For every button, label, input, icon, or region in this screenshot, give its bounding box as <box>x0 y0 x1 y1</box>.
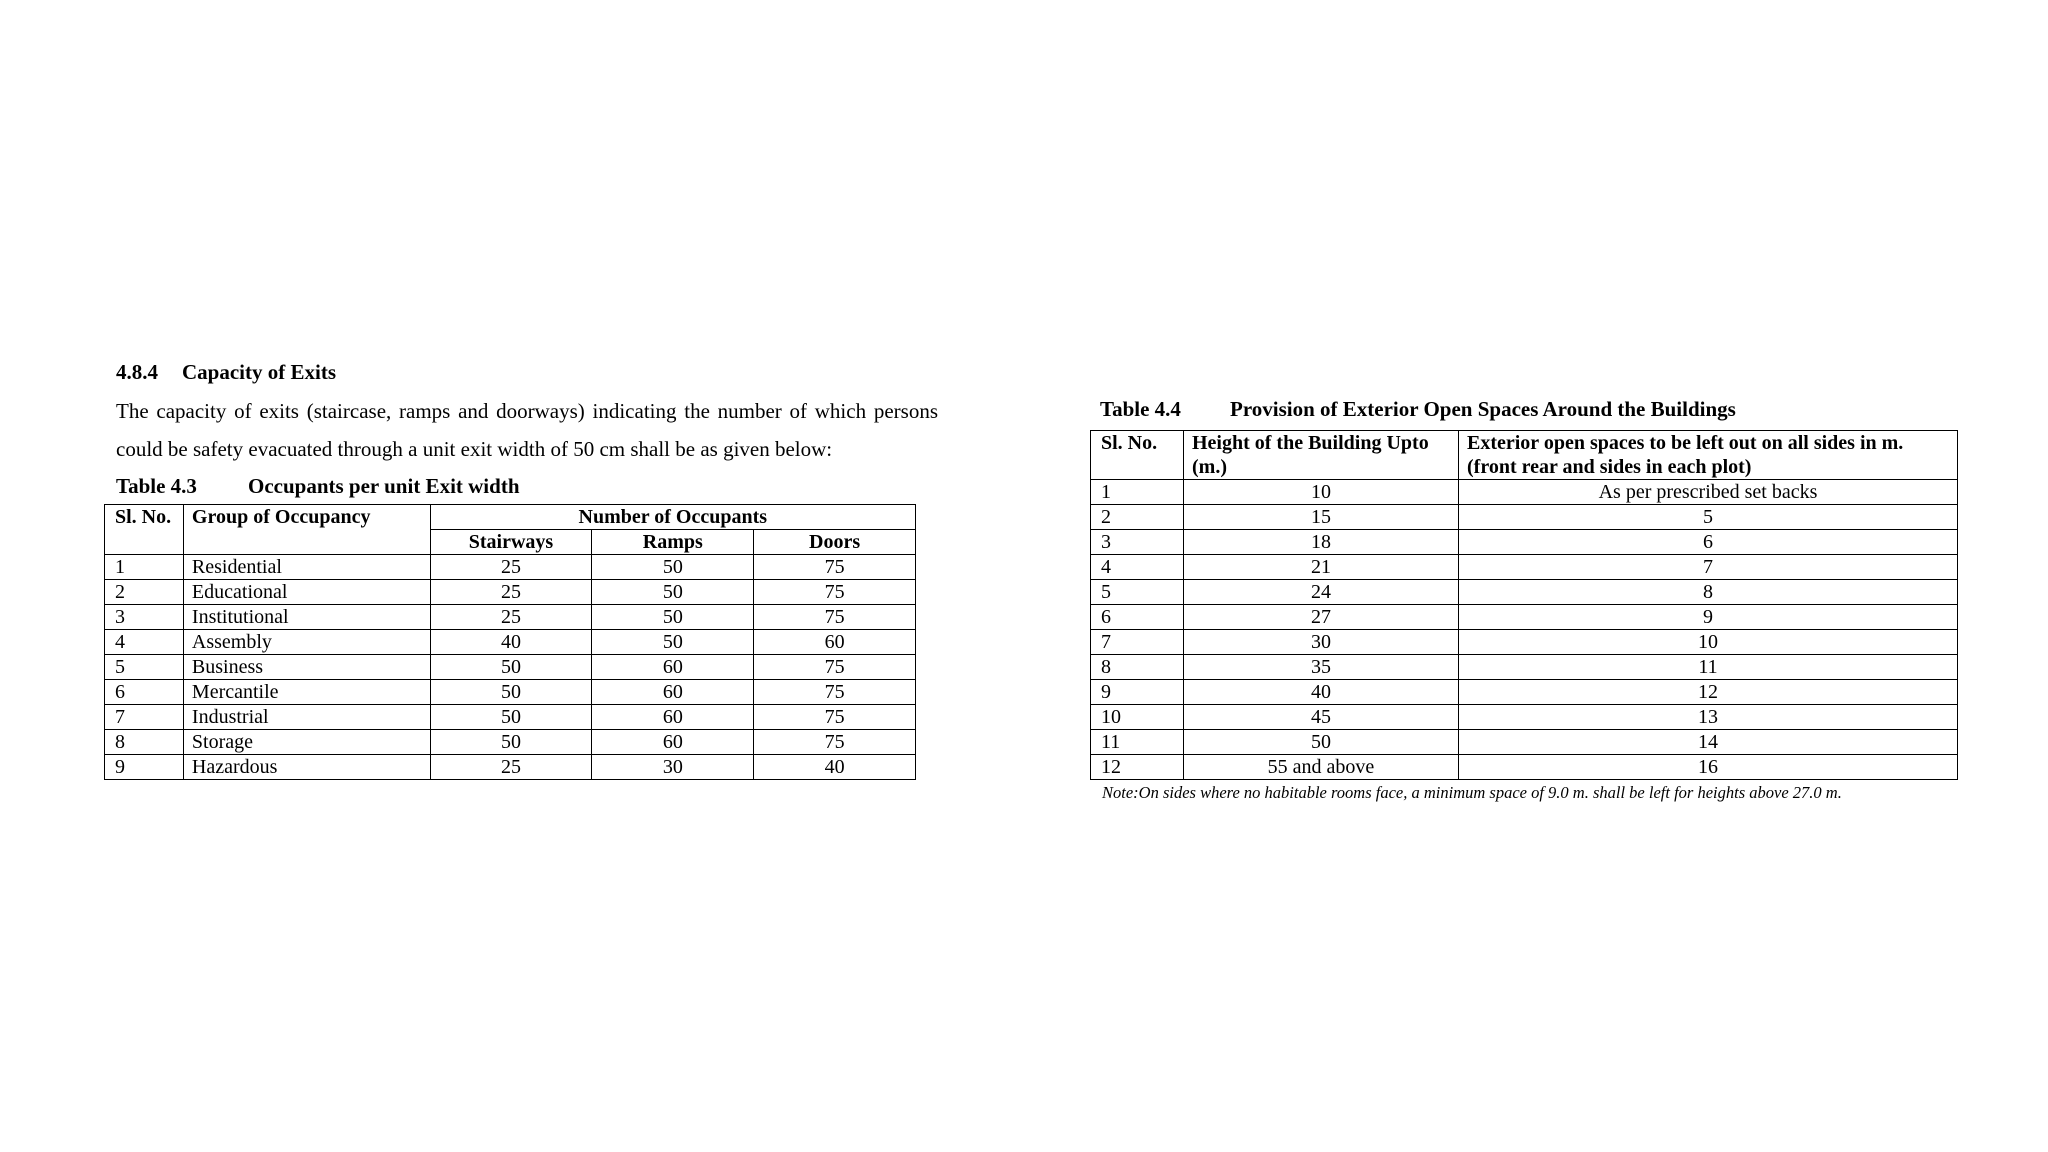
table-row <box>105 605 916 630</box>
sl-cell: 9 <box>105 755 184 780</box>
doors-cell: 40 <box>754 755 916 780</box>
header-doors: Doors <box>754 530 916 555</box>
section-title: Capacity of Exits <box>182 360 336 384</box>
table-note: Note:On sides where no habitable rooms face, a minimum space of 9.0 m. shall be left for heights above 27.0 m. <box>1102 783 1842 802</box>
sl-cell: 7 <box>1091 630 1184 655</box>
ramps-cell: 60 <box>592 655 754 680</box>
height-cell: 35 <box>1184 655 1459 680</box>
doors-cell: 75 <box>754 605 916 630</box>
table-row <box>1091 555 1958 580</box>
sl-cell: 2 <box>105 580 184 605</box>
table-row <box>1091 680 1958 705</box>
height-cell: 55 and above <box>1184 755 1459 780</box>
exterior-cell: 6 <box>1459 530 1958 555</box>
ramps-cell: 60 <box>592 730 754 755</box>
sl-cell: 12 <box>1091 755 1184 780</box>
sl-cell: 8 <box>105 730 184 755</box>
ramps-cell: 50 <box>592 605 754 630</box>
occupants-table-body <box>105 555 916 780</box>
height-cell: 40 <box>1184 680 1459 705</box>
height-cell: 45 <box>1184 705 1459 730</box>
ramps-cell: 30 <box>592 755 754 780</box>
sl-cell: 4 <box>105 630 184 655</box>
sl-cell: 1 <box>105 555 184 580</box>
sl-cell: 3 <box>1091 530 1184 555</box>
group-cell: Institutional <box>183 605 430 630</box>
right-column <box>1090 394 1960 804</box>
exterior-cell: 16 <box>1459 755 1958 780</box>
height-cell: 21 <box>1184 555 1459 580</box>
sl-cell: 1 <box>1091 480 1184 505</box>
open-spaces-table <box>1090 430 1958 780</box>
stairways-cell: 40 <box>430 630 592 655</box>
stairways-cell: 50 <box>430 730 592 755</box>
table-row <box>1091 505 1958 530</box>
height-cell: 10 <box>1184 480 1459 505</box>
height-cell: 27 <box>1184 605 1459 630</box>
ramps-cell: 60 <box>592 705 754 730</box>
header-height: Height of the Building Upto (m.) <box>1184 431 1459 480</box>
height-cell: 15 <box>1184 505 1459 530</box>
table-row <box>1091 480 1958 505</box>
stairways-cell: 25 <box>430 555 592 580</box>
exterior-cell: 10 <box>1459 630 1958 655</box>
header-exterior: Exterior open spaces to be left out on all sides in m. (front rear and sides in each plot) <box>1459 431 1958 480</box>
exterior-cell: 8 <box>1459 580 1958 605</box>
left-column <box>104 356 944 780</box>
table-row <box>105 555 916 580</box>
stairways-cell: 25 <box>430 755 592 780</box>
stairways-cell: 50 <box>430 705 592 730</box>
table-row <box>105 655 916 680</box>
header-ramps: Ramps <box>592 530 754 555</box>
group-cell: Mercantile <box>183 680 430 705</box>
header-sl-44: Sl. No. <box>1091 431 1184 480</box>
header-stairways: Stairways <box>430 530 592 555</box>
section-heading <box>116 356 944 388</box>
height-cell: 30 <box>1184 630 1459 655</box>
doors-cell: 75 <box>754 555 916 580</box>
table-4-4-number: Table 4.4 <box>1100 397 1181 421</box>
table-4-3-title: Occupants per unit Exit width <box>248 474 520 498</box>
sl-cell: 6 <box>105 680 184 705</box>
stairways-cell: 50 <box>430 655 592 680</box>
exterior-cell: 7 <box>1459 555 1958 580</box>
sl-cell: 8 <box>1091 655 1184 680</box>
sl-cell: 10 <box>1091 705 1184 730</box>
stairways-cell: 25 <box>430 580 592 605</box>
group-cell: Industrial <box>183 705 430 730</box>
sl-cell: 3 <box>105 605 184 630</box>
doors-cell: 75 <box>754 705 916 730</box>
exterior-cell: 11 <box>1459 655 1958 680</box>
sl-cell: 2 <box>1091 505 1184 530</box>
doors-cell: 75 <box>754 730 916 755</box>
group-cell: Hazardous <box>183 755 430 780</box>
exterior-cell: 9 <box>1459 605 1958 630</box>
table-row <box>1091 630 1958 655</box>
group-cell: Storage <box>183 730 430 755</box>
table-4-4-caption <box>1100 394 1960 424</box>
sl-cell: 4 <box>1091 555 1184 580</box>
group-cell: Residential <box>183 555 430 580</box>
exterior-cell: 5 <box>1459 505 1958 530</box>
table-row <box>105 680 916 705</box>
table-row <box>105 580 916 605</box>
ramps-cell: 50 <box>592 580 754 605</box>
exterior-cell: 12 <box>1459 680 1958 705</box>
open-spaces-table-body <box>1091 480 1958 780</box>
table-4-3-number: Table 4.3 <box>116 474 197 498</box>
doors-cell: 75 <box>754 655 916 680</box>
sl-cell: 5 <box>105 655 184 680</box>
table-row <box>1091 655 1958 680</box>
table-row <box>1091 705 1958 730</box>
table-row <box>105 630 916 655</box>
group-cell: Assembly <box>183 630 430 655</box>
table-row <box>105 705 916 730</box>
header-sl: Sl. No. <box>105 505 184 555</box>
header-occupants: Number of Occupants <box>430 505 915 530</box>
table-row <box>1091 580 1958 605</box>
table-row <box>1091 755 1958 780</box>
sl-cell: 5 <box>1091 580 1184 605</box>
doors-cell: 75 <box>754 580 916 605</box>
doors-cell: 75 <box>754 680 916 705</box>
table-row <box>1091 605 1958 630</box>
ramps-cell: 50 <box>592 555 754 580</box>
exterior-cell: 14 <box>1459 730 1958 755</box>
table-row <box>1091 530 1958 555</box>
sl-cell: 11 <box>1091 730 1184 755</box>
group-cell: Business <box>183 655 430 680</box>
table-4-4-title: Provision of Exterior Open Spaces Around the Buildings <box>1230 397 1736 421</box>
table-4-3-caption <box>116 468 944 504</box>
ramps-cell: 50 <box>592 630 754 655</box>
ramps-cell: 60 <box>592 680 754 705</box>
stairways-cell: 25 <box>430 605 592 630</box>
sl-cell: 9 <box>1091 680 1184 705</box>
sl-cell: 7 <box>105 705 184 730</box>
occupants-table <box>104 504 916 780</box>
height-cell: 50 <box>1184 730 1459 755</box>
table-row <box>1091 730 1958 755</box>
table-row <box>105 755 916 780</box>
exterior-cell: 13 <box>1459 705 1958 730</box>
height-cell: 24 <box>1184 580 1459 605</box>
sl-cell: 6 <box>1091 605 1184 630</box>
stairways-cell: 50 <box>430 680 592 705</box>
group-cell: Educational <box>183 580 430 605</box>
doors-cell: 60 <box>754 630 916 655</box>
header-group: Group of Occupancy <box>183 505 430 555</box>
section-number: 4.8.4 <box>116 360 158 384</box>
height-cell: 18 <box>1184 530 1459 555</box>
table-row <box>105 730 916 755</box>
exterior-cell: As per prescribed set backs <box>1459 480 1958 505</box>
section-paragraph: The capacity of exits (staircase, ramps and doorways) indicating the number of which persons could be safety evacuated through a unit exit width of 50 cm shall be as given below: <box>116 399 938 461</box>
